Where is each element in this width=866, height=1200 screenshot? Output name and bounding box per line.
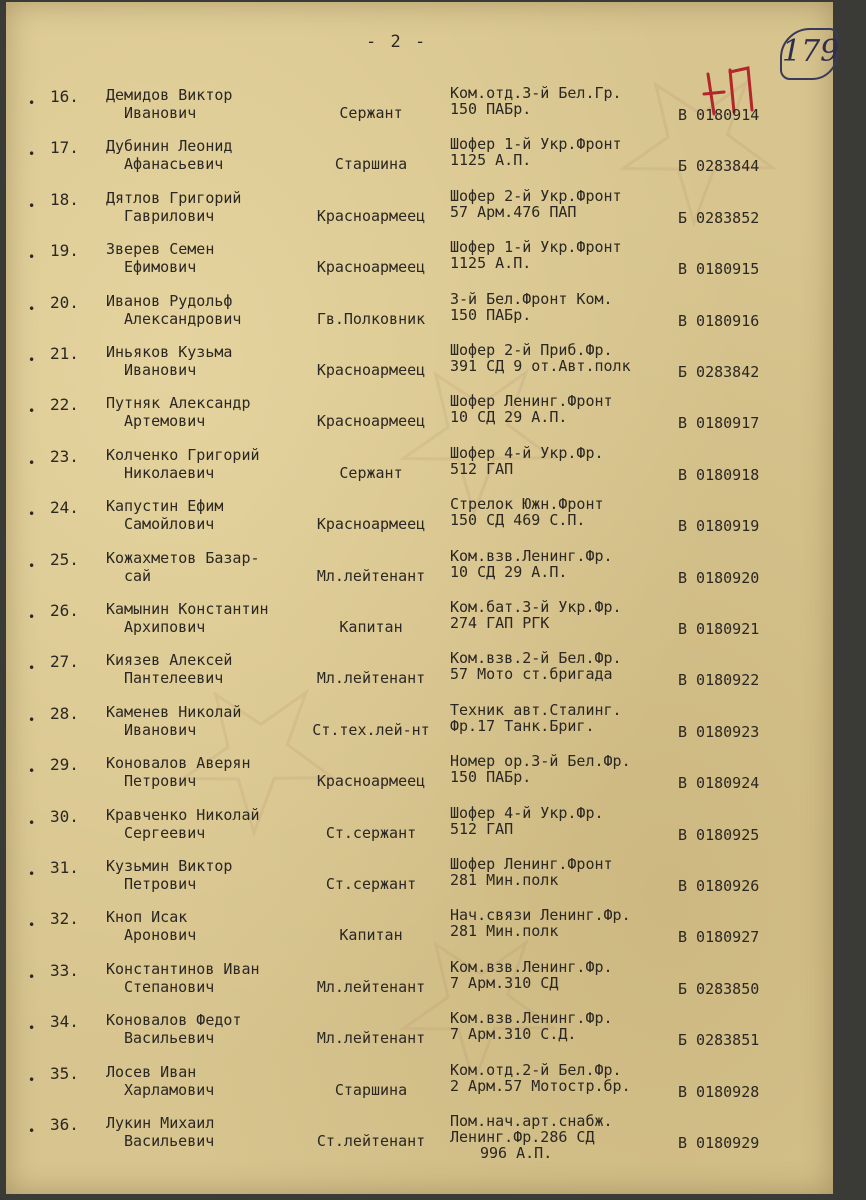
entry-num: 25. bbox=[50, 549, 79, 569]
list-item bbox=[6, 546, 833, 599]
entry-surname: Дятлов Григорий bbox=[106, 188, 242, 207]
entry-rank: Ст.сержант bbox=[325, 875, 417, 893]
entry-order: Б 0283852 bbox=[678, 208, 760, 227]
list-item bbox=[6, 857, 833, 907]
entry-surname: Дубинин Леонид bbox=[106, 137, 233, 156]
entry-surname: Киязев Алексей bbox=[106, 651, 233, 670]
entry-order: В 0180920 bbox=[678, 568, 760, 587]
entry-patronymic: Васильевич bbox=[124, 1029, 215, 1048]
entry-rank: Мл.лейтенант bbox=[316, 669, 426, 688]
pencil-tick-icon: • bbox=[28, 610, 36, 624]
entry-unit1: 3-й Бел.Фронт Ком. bbox=[450, 289, 613, 308]
list-item bbox=[6, 700, 833, 753]
pencil-tick-icon: • bbox=[28, 558, 36, 573]
pencil-tick-icon: • bbox=[28, 1021, 36, 1036]
entry-order: В 0180925 bbox=[678, 825, 760, 844]
entry-rank: Гв.Полковник bbox=[316, 309, 426, 328]
entry-unit2: 7 Арм.310 СД bbox=[450, 973, 559, 992]
entry-rank: Сержант bbox=[339, 104, 403, 122]
pencil-tick-icon: • bbox=[28, 918, 36, 933]
entry-rank: Красноармеец bbox=[316, 258, 426, 277]
entry-patronymic: Степанович bbox=[124, 977, 215, 996]
list-item bbox=[6, 343, 833, 393]
entry-order: В 0180927 bbox=[678, 928, 760, 947]
entry-rank: Мл.лейтенант bbox=[316, 977, 426, 996]
list-item bbox=[6, 240, 833, 290]
entry-order: Б 0283844 bbox=[678, 157, 760, 176]
entry-patronymic: Александрович bbox=[124, 309, 242, 328]
entry-order: Б 0283850 bbox=[678, 979, 760, 998]
entry-unit1: Стрелок Южн.Фронт bbox=[450, 495, 604, 514]
entry-patronymic: сай bbox=[124, 566, 152, 585]
entry-patronymic: Петрович bbox=[124, 772, 197, 791]
pencil-tick-icon: • bbox=[28, 455, 36, 470]
entry-unit2: 150 ПАБр. bbox=[450, 100, 532, 118]
entry-patronymic: Иванович bbox=[124, 104, 197, 122]
entry-unit2: 7 Арм.310 С.Д. bbox=[450, 1025, 577, 1044]
pencil-tick-icon: • bbox=[28, 353, 36, 367]
entry-surname: Камынин Константин bbox=[106, 600, 269, 618]
list-item bbox=[6, 754, 833, 804]
entry-unit1: Ком.отд.3-й Бел.Гр. bbox=[450, 84, 622, 102]
pencil-tick-icon: • bbox=[28, 867, 36, 881]
entry-unit1: Шофер Ленинг.Фронт bbox=[450, 392, 613, 411]
entry-unit2: 274 ГАП РГК bbox=[450, 614, 550, 632]
entry-order: В 0180919 bbox=[678, 517, 760, 536]
entry-patronymic: Пантелеевич bbox=[124, 669, 224, 688]
entry-unit1: Шофер 1-й Укр.Фронт bbox=[450, 238, 622, 257]
pencil-tick-icon: • bbox=[28, 250, 36, 265]
pencil-tick-icon: • bbox=[28, 712, 36, 727]
entry-unit1: Техник авт.Сталинг. bbox=[450, 700, 622, 719]
entry-unit2: 57 Арм.476 ПАП bbox=[450, 202, 577, 221]
entry-num: 22. bbox=[50, 395, 79, 415]
list-item bbox=[6, 86, 833, 136]
entry-unit1: Нач.связи Ленинг.Фр. bbox=[450, 906, 631, 925]
entry-order: В 0180924 bbox=[678, 774, 760, 793]
list-item bbox=[6, 186, 833, 239]
entry-order: В 0180917 bbox=[678, 414, 760, 433]
entry-unit2: Фр.17 Танк.Бриг. bbox=[450, 716, 595, 735]
entry-num: 28. bbox=[50, 703, 79, 723]
entry-order: В 0180914 bbox=[678, 106, 760, 124]
entry-patronymic: Гаврилович bbox=[124, 206, 215, 225]
entry-num: 18. bbox=[50, 189, 79, 209]
entry-surname: Кузьмин Виктор bbox=[106, 857, 233, 875]
entry-num: 20. bbox=[50, 292, 79, 312]
entry-order: В 0180918 bbox=[678, 465, 760, 484]
entry-unit1: Ком.взв.2-й Бел.Фр. bbox=[450, 649, 622, 668]
pencil-tick-icon: • bbox=[28, 198, 36, 213]
entry-order: В 0180923 bbox=[678, 722, 760, 741]
entry-rank: Мл.лейтенант bbox=[316, 1029, 426, 1048]
list-item bbox=[6, 1011, 833, 1061]
entry-rank: Капитан bbox=[339, 926, 403, 945]
list-item bbox=[6, 1114, 833, 1164]
entry-rank: Старшина bbox=[334, 1080, 408, 1099]
list-item bbox=[6, 651, 833, 701]
entry-num: 33. bbox=[50, 960, 79, 980]
entry-rank: Ст.лейтенант bbox=[316, 1132, 426, 1150]
page-number: - 2 - bbox=[366, 32, 428, 52]
list-item bbox=[6, 600, 833, 650]
entry-unit1: Номер ор.3-й Бел.Фр. bbox=[450, 752, 631, 771]
list-item bbox=[6, 908, 833, 958]
entry-patronymic: Петрович bbox=[124, 875, 197, 893]
entry-num: 17. bbox=[50, 138, 79, 158]
list-item bbox=[6, 1060, 833, 1113]
entry-unit1: Ком.бат.3-й Укр.Фр. bbox=[450, 598, 622, 616]
entry-rank: Мл.лейтенант bbox=[316, 566, 426, 585]
pencil-tick-icon: • bbox=[28, 661, 36, 676]
entry-patronymic: Васильевич bbox=[124, 1132, 215, 1150]
entry-rank: Красноармеец bbox=[316, 772, 426, 791]
entry-surname: Кожахметов Базар- bbox=[106, 548, 260, 567]
entry-surname: Лосев Иван bbox=[106, 1062, 197, 1081]
entry-patronymic: Афанасьевич bbox=[124, 155, 224, 174]
entry-num: 24. bbox=[50, 498, 79, 518]
entry-order: В 0180926 bbox=[678, 877, 760, 895]
entry-unit2: 281 Мин.полк bbox=[450, 871, 559, 889]
list-item bbox=[6, 137, 833, 187]
entry-surname: Путняк Александр bbox=[106, 394, 251, 413]
entry-unit2: 512 ГАП bbox=[450, 459, 514, 478]
entry-patronymic: Иванович bbox=[124, 361, 197, 379]
entry-order: Б 0283842 bbox=[678, 363, 760, 381]
list-item bbox=[6, 394, 833, 444]
entry-patronymic: Ефимович bbox=[124, 258, 197, 277]
entry-surname: Каменев Николай bbox=[106, 702, 242, 721]
entry-surname: Коновалов Федот bbox=[106, 1011, 242, 1030]
entry-unit2: 150 ПАБр. bbox=[450, 768, 532, 787]
pencil-tick-icon: • bbox=[28, 301, 36, 316]
entry-num: 34. bbox=[50, 1012, 79, 1032]
entry-unit1: Ком.взв.Ленинг.Фр. bbox=[450, 1009, 613, 1028]
entry-unit1: Шофер 2-й Приб.Фр. bbox=[450, 341, 613, 359]
entry-rank: Красноармеец bbox=[316, 361, 426, 379]
entry-rank: Капитан bbox=[339, 618, 403, 636]
entry-unit2: 150 ПАБр. bbox=[450, 305, 532, 324]
entry-unit2: 10 СД 29 А.П. bbox=[450, 562, 568, 581]
entry-order: В 0180921 bbox=[678, 620, 760, 638]
entry-unit2: 2 Арм.57 Мотостр.бр. bbox=[450, 1076, 631, 1095]
entry-patronymic: Иванович bbox=[124, 720, 197, 739]
entry-num: 31. bbox=[50, 858, 79, 877]
list-item bbox=[6, 289, 833, 342]
list-item bbox=[6, 497, 833, 547]
entry-patronymic: Харламович bbox=[124, 1080, 215, 1099]
entry-surname: Константинов Иван bbox=[106, 959, 260, 978]
entry-unit3: 996 А.П. bbox=[480, 1144, 553, 1162]
entry-num: 27. bbox=[50, 652, 79, 672]
entry-patronymic: Аронович bbox=[124, 926, 197, 945]
list-item bbox=[6, 443, 833, 496]
entry-unit2: 281 Мин.полк bbox=[450, 922, 559, 941]
entry-order: В 0180922 bbox=[678, 671, 760, 690]
pencil-tick-icon: • bbox=[28, 96, 36, 110]
pencil-tick-icon: • bbox=[28, 1072, 36, 1087]
folio-number: 179 bbox=[780, 28, 838, 80]
entry-rank: Сержант bbox=[339, 463, 403, 482]
entry-unit1: Ком.взв.Ленинг.Фр. bbox=[450, 546, 613, 565]
entry-order: В 0180915 bbox=[678, 260, 760, 279]
entry-unit2: 1125 А.П. bbox=[450, 151, 532, 170]
entry-surname: Капустин Ефим bbox=[106, 497, 224, 516]
entry-surname: Иньяков Кузьма bbox=[106, 343, 233, 361]
entry-rank: Красноармеец bbox=[316, 206, 426, 225]
entry-unit1: Ком.взв.Ленинг.Фр. bbox=[450, 957, 613, 976]
entry-rank: Ст.сержант bbox=[325, 823, 417, 842]
pencil-tick-icon: • bbox=[28, 404, 36, 419]
entry-num: 21. bbox=[50, 344, 79, 363]
entry-unit1: Шофер Ленинг.Фронт bbox=[450, 855, 613, 873]
entry-rank: Красноармеец bbox=[316, 515, 426, 534]
entry-rank: Красноармеец bbox=[316, 412, 426, 431]
entry-surname: Иванов Рудольф bbox=[106, 291, 233, 310]
entry-unit1: Шофер 2-й Укр.Фронт bbox=[450, 186, 622, 205]
entry-num: 35. bbox=[50, 1063, 79, 1083]
entry-unit2: 57 Мото ст.бригада bbox=[450, 665, 613, 684]
entry-num: 29. bbox=[50, 755, 79, 775]
list-item bbox=[6, 803, 833, 856]
entry-order: В 0180916 bbox=[678, 311, 760, 330]
entry-num: 26. bbox=[50, 601, 79, 620]
entry-unit1: Ком.отд.2-й Бел.Фр. bbox=[450, 1060, 622, 1079]
entry-unit1: Пом.нач.арт.снабж. bbox=[450, 1112, 613, 1130]
entry-unit2: 150 СД 469 С.П. bbox=[450, 511, 586, 530]
entry-num: 32. bbox=[50, 909, 79, 929]
entry-num: 30. bbox=[50, 806, 79, 826]
entry-unit1: Шофер 4-й Укр.Фр. bbox=[450, 443, 604, 462]
entry-surname: Кноп Исак bbox=[106, 908, 188, 927]
pencil-tick-icon: • bbox=[28, 1124, 36, 1138]
entry-patronymic: Артемович bbox=[124, 412, 206, 431]
entry-surname: Лукин Михаил bbox=[106, 1114, 215, 1132]
entry-patronymic: Архипович bbox=[124, 618, 206, 636]
archive-document-page bbox=[6, 2, 840, 1194]
entry-patronymic: Сергеевич bbox=[124, 823, 206, 842]
entry-unit2: 10 СД 29 А.П. bbox=[450, 408, 568, 427]
entry-patronymic: Самойлович bbox=[124, 515, 215, 534]
entry-surname: Колченко Григорий bbox=[106, 445, 260, 464]
entry-unit2: 1125 А.П. bbox=[450, 254, 532, 273]
list-item bbox=[6, 957, 833, 1010]
entry-num: 16. bbox=[50, 87, 79, 106]
entry-unit2: Ленинг.Фр.286 СД bbox=[450, 1128, 595, 1146]
entry-unit1: Шофер 4-й Укр.Фр. bbox=[450, 803, 604, 822]
entry-rank: Старшина bbox=[334, 155, 408, 174]
entry-order: В 0180929 bbox=[678, 1134, 760, 1152]
pencil-tick-icon: • bbox=[28, 815, 36, 830]
entry-surname: Коновалов Аверян bbox=[106, 754, 251, 773]
pencil-tick-icon: • bbox=[28, 764, 36, 779]
entry-num: 36. bbox=[50, 1115, 79, 1134]
pencil-tick-icon: • bbox=[28, 969, 36, 984]
entry-unit2: 512 ГАП bbox=[450, 819, 514, 838]
entry-unit1: Шофер 1-й Укр.Фронт bbox=[450, 135, 622, 154]
entry-num: 19. bbox=[50, 241, 79, 261]
entry-unit2: 391 СД 9 от.Авт.полк bbox=[450, 357, 631, 375]
entry-surname: Кравченко Николай bbox=[106, 805, 260, 824]
entry-patronymic: Николаевич bbox=[124, 463, 215, 482]
entry-rank: Ст.тех.лей-нт bbox=[312, 720, 430, 739]
pencil-tick-icon: • bbox=[28, 507, 36, 522]
entry-num: 23. bbox=[50, 446, 79, 466]
entry-order: Б 0283851 bbox=[678, 1031, 760, 1050]
entry-order: В 0180928 bbox=[678, 1082, 760, 1101]
pencil-tick-icon: • bbox=[28, 147, 36, 162]
entry-surname: Зверев Семен bbox=[106, 240, 215, 259]
entry-surname: Демидов Виктор bbox=[106, 86, 233, 104]
